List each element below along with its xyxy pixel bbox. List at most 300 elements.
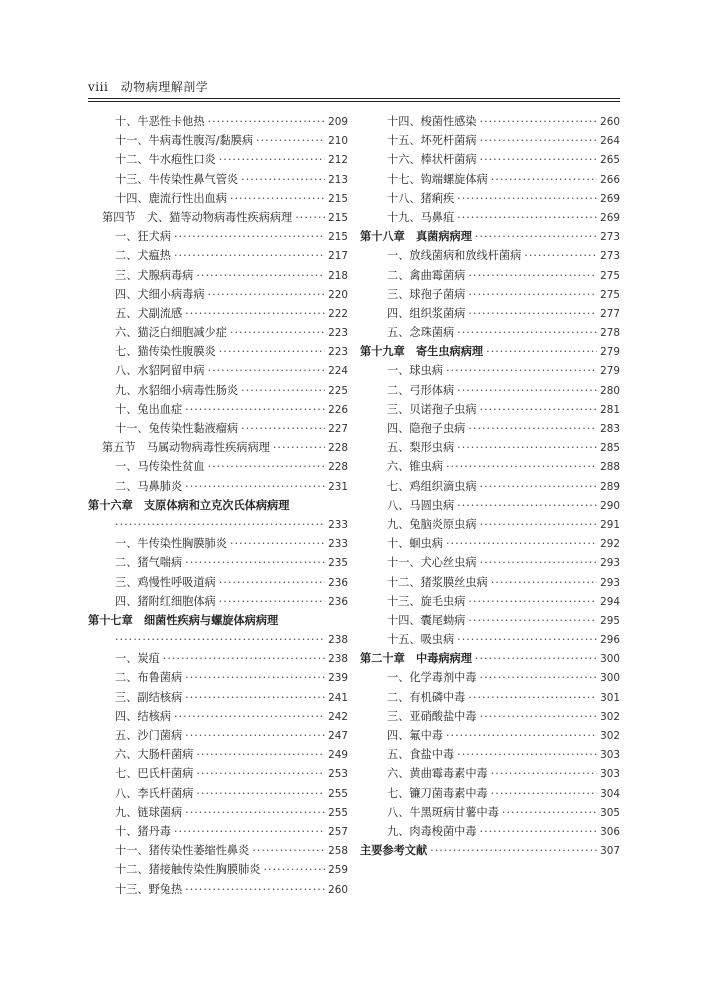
toc-entry-title: 十四、鹿流行性出血病: [115, 191, 227, 205]
toc-entry[interactable]: [360, 477, 620, 496]
leader-dots: [468, 688, 597, 707]
leader-dots: [115, 515, 325, 534]
leader-dots: [208, 112, 326, 131]
leader-dots: [219, 342, 325, 361]
toc-page-number: 227: [328, 423, 348, 435]
toc-entry-title: 十二、猪浆膜丝虫病: [387, 575, 488, 589]
running-head: viii 动物病理解剖学: [88, 80, 209, 94]
leader-dots: [185, 688, 325, 707]
toc-chapter-entry[interactable]: [88, 496, 348, 515]
leader-dots: [446, 534, 597, 553]
toc-entry-title: 六、猫泛白细胞减少症: [115, 326, 227, 340]
toc-page-number: 233: [328, 518, 348, 531]
toc-entry-title: 二、弓形体病: [387, 383, 455, 397]
toc-entry[interactable]: [360, 611, 620, 630]
toc-entry[interactable]: [360, 438, 620, 457]
leader-dots: [208, 457, 326, 476]
toc-entry-title: 六、黄曲霉毒素中毒: [387, 767, 488, 781]
toc-chapter-entry[interactable]: [360, 342, 620, 361]
leader-dots: [230, 189, 325, 208]
toc-entry-title: 十一、兔传染性黏液瘤病: [115, 422, 239, 435]
leader-dots: [468, 419, 597, 438]
toc-entry[interactable]: [88, 630, 348, 649]
leader-dots: [174, 246, 325, 265]
header-rule-thick: [88, 98, 620, 99]
toc-page-number: 275: [600, 288, 620, 301]
toc-entry-title: 七、巴氏杆菌病: [115, 767, 194, 781]
toc-entry[interactable]: [88, 342, 348, 361]
toc-page-number: 210: [328, 135, 348, 148]
leader-dots: [163, 649, 325, 668]
page-header: [88, 76, 620, 98]
toc-entry[interactable]: [360, 707, 620, 726]
toc-page-number: 266: [600, 173, 620, 186]
leader-dots: [241, 381, 325, 400]
leader-dots: [468, 304, 597, 323]
toc-entry-title: 十二、牛水疱性口炎: [115, 153, 216, 167]
leader-dots: [457, 630, 597, 649]
leader-dots: [185, 726, 325, 745]
toc-entry[interactable]: [360, 419, 620, 438]
leader-dots: [446, 726, 597, 745]
toc-entry[interactable]: [88, 803, 348, 822]
toc-page-number: 238: [328, 634, 348, 647]
leader-dots: [486, 342, 597, 361]
toc-entry-title: 五、梨形虫病: [387, 441, 455, 455]
toc-entry-title: 十一、犬心丝虫病: [387, 556, 477, 570]
toc-entry[interactable]: [88, 304, 348, 323]
toc-entry[interactable]: [88, 131, 348, 150]
toc-entry[interactable]: [88, 822, 348, 841]
toc-page-number: 293: [600, 576, 620, 589]
toc-entry-title: 三、球孢子菌病: [387, 287, 466, 301]
toc-entry-title: 二、布鲁菌病: [115, 671, 183, 685]
toc-entry-title: 五、犬副流感: [115, 306, 183, 320]
toc-entry[interactable]: [88, 515, 348, 534]
toc-entry[interactable]: [88, 266, 348, 285]
toc-page-number: 213: [328, 173, 348, 186]
toc-entry-title: 十、猪丹毒: [115, 824, 171, 838]
toc-page-number: 281: [600, 403, 620, 416]
leader-dots: [196, 266, 325, 285]
toc-entry[interactable]: [360, 822, 620, 841]
toc-page-number: 260: [600, 116, 620, 128]
toc-entry[interactable]: [360, 361, 620, 380]
toc-entry-title: 第十六章 支原体病和立克次氏体病病理: [88, 498, 290, 512]
toc-entry-title: 三、亚硝酸盐中毒: [387, 709, 477, 723]
leader-dots: [480, 707, 598, 726]
toc-page-number: 235: [328, 557, 348, 570]
leader-dots: [174, 822, 325, 841]
leader-dots: [174, 707, 325, 726]
leader-dots: [457, 323, 597, 342]
toc-page-number: 296: [600, 634, 620, 647]
toc-page-number: 306: [600, 825, 620, 838]
toc-entry[interactable]: [88, 323, 348, 342]
leader-dots: [185, 668, 325, 687]
toc-entry-title: 第十九章 寄生虫病病理: [360, 345, 484, 359]
toc-entry[interactable]: [88, 668, 348, 687]
toc-page-number: 255: [328, 806, 348, 819]
toc-entry-title: 十三、旋毛虫病: [387, 594, 466, 608]
leader-dots: [185, 477, 325, 496]
toc-entry-title: 十二、猪接触传染性胸膜肺炎: [115, 863, 261, 877]
toc-entry-title: 四、隐孢子虫病: [387, 422, 466, 435]
leader-dots: [219, 592, 325, 611]
leader-dots: [457, 438, 597, 457]
toc-page-number: 293: [600, 557, 620, 570]
leader-dots: [185, 304, 325, 323]
toc-page-number: 291: [600, 518, 620, 531]
toc-entry[interactable]: [360, 784, 620, 803]
leader-dots: [475, 227, 597, 246]
toc-entry[interactable]: [360, 515, 620, 534]
toc-entry[interactable]: [360, 745, 620, 764]
toc-entry-title: 九、水貂细小病毒性肠炎: [115, 383, 239, 397]
toc-entry[interactable]: [360, 285, 620, 304]
toc-page-number: 249: [328, 749, 348, 762]
toc-entry-title: 四、犬细小病毒病: [115, 287, 205, 301]
toc-page-number: 215: [328, 231, 348, 244]
toc-page-number: 225: [328, 384, 348, 397]
toc-entry-title: 四、氟中毒: [387, 729, 443, 742]
toc-page-number: 283: [600, 423, 620, 435]
toc-entry[interactable]: [360, 131, 620, 150]
toc-entry[interactable]: [88, 246, 348, 265]
toc-page-number: 241: [328, 691, 348, 704]
leader-dots: [241, 170, 325, 189]
toc-page-number: 278: [600, 327, 620, 340]
leader-dots: [430, 841, 597, 860]
toc-page-number: 295: [600, 614, 620, 627]
toc-entry[interactable]: [360, 726, 620, 745]
leader-dots: [457, 496, 597, 515]
toc-entry[interactable]: [360, 688, 620, 707]
leader-dots: [446, 361, 597, 380]
toc-page-number: 253: [328, 768, 348, 781]
leader-dots: [502, 803, 597, 822]
toc-page-number: 269: [600, 211, 620, 224]
toc-entry-title: 五、沙门菌病: [115, 729, 183, 742]
toc-entry-title: 二、有机磷中毒: [387, 690, 466, 704]
toc-entry[interactable]: [88, 477, 348, 496]
toc-page-number: 209: [328, 116, 348, 128]
toc-page-number: 290: [600, 499, 620, 512]
toc-entry-title: 十、蛔虫病: [387, 537, 443, 551]
leader-dots: [524, 246, 597, 265]
leader-dots: [263, 860, 325, 879]
toc-entry-title: 四、组织浆菌病: [387, 306, 466, 320]
toc-page-number: 294: [600, 595, 620, 608]
toc-entry[interactable]: [360, 668, 620, 687]
leader-dots: [273, 438, 325, 457]
toc-entry-title: 十五、吸虫病: [387, 633, 455, 647]
toc-entry[interactable]: [360, 208, 620, 227]
toc-entry-title: 一、狂犬病: [115, 230, 171, 244]
toc-entry-title: 九、肉毒梭菌中毒: [387, 824, 477, 838]
toc-page-number: 289: [600, 480, 620, 493]
toc-entry-title: 九、兔脑炎原虫病: [387, 517, 477, 531]
toc-chapter-entry[interactable]: [360, 841, 620, 860]
toc-entry[interactable]: [88, 112, 348, 131]
toc-entry-title: 五、念珠菌病: [387, 326, 455, 340]
toc-entry-title: 七、鸡组织滴虫病: [387, 479, 477, 493]
toc-page-number: 285: [600, 442, 620, 455]
toc-entry-title: 四、猪附红细胞体病: [115, 594, 216, 608]
leader-dots: [230, 323, 325, 342]
toc-entry[interactable]: [88, 361, 348, 380]
toc-page-number: 258: [328, 845, 348, 858]
toc-entry[interactable]: [88, 764, 348, 783]
toc-entry[interactable]: [88, 860, 348, 879]
toc-entry[interactable]: [360, 246, 620, 265]
toc-entry[interactable]: [88, 170, 348, 189]
toc-page-number: 307: [600, 845, 620, 858]
toc-entry[interactable]: [360, 304, 620, 323]
toc-entry[interactable]: [360, 323, 620, 342]
leader-dots: [457, 189, 597, 208]
leader-dots: [480, 150, 598, 169]
toc-entry-title: 第四节 犬、猫等动物病毒性疾病病理: [102, 210, 293, 224]
leader-dots: [491, 170, 597, 189]
toc-entry-title: 第十七章 细菌性疾病与螺旋体病病理: [88, 613, 279, 627]
leader-dots: [185, 880, 325, 899]
toc-page-number: 260: [328, 883, 348, 896]
toc-page-number: 292: [600, 538, 620, 551]
leader-dots: [480, 668, 598, 687]
leader-dots: [457, 381, 597, 400]
leader-dots: [468, 266, 597, 285]
toc-entry-title: 二、猪气喘病: [115, 556, 183, 570]
toc-page-number: 273: [600, 250, 620, 263]
toc-page-number: 231: [328, 480, 348, 493]
toc-entry-title: 二、犬瘟热: [115, 249, 171, 263]
toc-entry-title: 三、犬腺病毒病: [115, 268, 194, 282]
toc-entry-title: 八、牛黑斑病甘薯中毒: [387, 805, 499, 819]
toc-entry-title: 十、牛恶性卡他热: [115, 115, 205, 128]
toc-page-number: 223: [328, 327, 348, 340]
toc-entry[interactable]: [88, 419, 348, 438]
toc-page-number: 277: [600, 307, 620, 320]
toc-entry[interactable]: [360, 496, 620, 515]
toc-left-column: [88, 112, 348, 899]
toc-entry[interactable]: [88, 534, 348, 553]
leader-dots: [491, 764, 597, 783]
toc-page-number: 301: [600, 691, 620, 704]
toc-entry[interactable]: [88, 381, 348, 400]
leader-dots: [468, 611, 597, 630]
toc-entry[interactable]: [360, 381, 620, 400]
toc-entry-title: 十四、梭菌性感染: [387, 115, 477, 128]
leader-dots: [252, 841, 325, 860]
toc-page-number: 220: [328, 288, 348, 301]
toc-entry[interactable]: [88, 400, 348, 419]
leader-dots: [115, 630, 325, 649]
leader-dots: [295, 208, 325, 227]
toc-page-number: 238: [328, 653, 348, 666]
toc-entry-title: 十九、马鼻疽: [387, 210, 455, 224]
toc-entry[interactable]: [360, 553, 620, 572]
toc-entry-title: 十三、牛传染性鼻气管炎: [115, 172, 239, 186]
leader-dots: [457, 208, 597, 227]
toc-entry[interactable]: [360, 112, 620, 131]
leader-dots: [230, 534, 325, 553]
toc-entry-title: 二、马鼻肺炎: [115, 479, 183, 493]
toc-entry-title: 一、马传染性贫血: [115, 460, 205, 474]
toc-page-number: 239: [328, 672, 348, 685]
toc-page-number: 215: [328, 192, 348, 205]
toc-entry-title: 三、鸡慢性呼吸道病: [115, 575, 216, 589]
leader-dots: [480, 112, 598, 131]
toc-entry[interactable]: [88, 227, 348, 246]
toc-page-number: 264: [600, 135, 620, 148]
toc-page-number: 217: [328, 250, 348, 263]
leader-dots: [480, 515, 598, 534]
toc-entry[interactable]: [360, 803, 620, 822]
toc-entry[interactable]: [360, 150, 620, 169]
toc-entry[interactable]: [88, 553, 348, 572]
toc-entry[interactable]: [360, 592, 620, 611]
toc-entry[interactable]: [360, 764, 620, 783]
toc-entry[interactable]: [88, 745, 348, 764]
toc-page-number: 302: [600, 710, 620, 723]
toc-page-number: 279: [600, 346, 620, 359]
toc-page-number: 302: [600, 730, 620, 742]
toc-page-number: 233: [328, 538, 348, 551]
toc-chapter-entry[interactable]: [88, 611, 348, 630]
toc-entry[interactable]: [360, 400, 620, 419]
leader-dots: [208, 285, 326, 304]
leader-dots: [457, 745, 597, 764]
header-rule-thin: [88, 101, 620, 102]
toc-entry-title: 十八、猪痢疾: [387, 191, 455, 205]
toc-entry[interactable]: [360, 534, 620, 553]
toc-chapter-entry[interactable]: [360, 227, 620, 246]
toc-entry[interactable]: [360, 266, 620, 285]
toc-entry[interactable]: [88, 189, 348, 208]
toc-entry-title: 十六、棒状杆菌病: [387, 153, 477, 167]
leader-dots: [196, 764, 325, 783]
toc-page-number: 218: [328, 269, 348, 282]
toc-entry-title: 五、食盐中毒: [387, 748, 455, 762]
toc-page-number: 303: [600, 749, 620, 762]
toc-entry-title: 一、球虫病: [387, 364, 443, 378]
toc-entry[interactable]: [88, 438, 348, 457]
leader-dots: [446, 457, 597, 476]
toc-page-number: 288: [600, 461, 620, 474]
toc-entry[interactable]: [88, 573, 348, 592]
toc-entry-title: 一、放线菌病和放线杆菌病: [387, 249, 522, 263]
toc-entry-title: 四、结核病: [115, 709, 171, 723]
toc-page-number: 300: [600, 653, 620, 666]
toc-page-number: 279: [600, 365, 620, 378]
leader-dots: [208, 361, 326, 380]
toc-entry-title: 八、李氏杆菌病: [115, 786, 194, 800]
toc-entry-title: 六、大肠杆菌病: [115, 748, 194, 762]
leader-dots: [196, 745, 325, 764]
toc-entry-title: 三、副结核病: [115, 690, 183, 704]
toc-entry[interactable]: [88, 457, 348, 476]
toc-chapter-entry[interactable]: [360, 649, 620, 668]
toc-page-number: 300: [600, 672, 620, 685]
toc-entry[interactable]: [88, 649, 348, 668]
toc-page-number: 236: [328, 576, 348, 589]
toc-page-number: 280: [600, 384, 620, 397]
leader-dots: [468, 285, 597, 304]
toc-entry-title: 一、牛传染性胸膜肺炎: [115, 537, 227, 551]
toc-entry-title: 十、兔出血症: [115, 402, 183, 416]
toc-page-number: 265: [600, 154, 620, 167]
toc-page-number: 305: [600, 806, 620, 819]
leader-dots: [475, 649, 597, 668]
toc-entry-title: 二、禽曲霉菌病: [387, 268, 466, 282]
leader-dots: [185, 803, 325, 822]
leader-dots: [219, 150, 325, 169]
toc-entry-title: 七、镰刀菌毒素中毒: [387, 786, 488, 800]
toc-entry-title: 六、锥虫病: [387, 460, 443, 474]
toc-entry-title: 十一、猪传染性萎缩性鼻炎: [115, 844, 250, 858]
toc-page-number: 257: [328, 825, 348, 838]
toc-entry[interactable]: [88, 707, 348, 726]
toc-entry[interactable]: [88, 726, 348, 745]
leader-dots: [480, 553, 598, 572]
toc-entry[interactable]: [360, 573, 620, 592]
toc-entry-title: 十四、囊尾蚴病: [387, 613, 466, 627]
leader-dots: [174, 227, 325, 246]
toc-entry-title: 八、马圆虫病: [387, 498, 455, 512]
toc-entry[interactable]: [88, 208, 348, 227]
toc-page-number: 215: [328, 211, 348, 224]
toc-page-number: 273: [600, 231, 620, 244]
toc-entry-title: 一、化学毒剂中毒: [387, 671, 477, 685]
toc-entry[interactable]: [360, 189, 620, 208]
toc-entry[interactable]: [88, 688, 348, 707]
toc-entry-title: 七、猫传染性腹膜炎: [115, 345, 216, 359]
leader-dots: [480, 400, 598, 419]
toc-entry-title: 第十八章 真菌病病理: [360, 230, 472, 244]
toc-entry[interactable]: [88, 150, 348, 169]
toc-page-number: 275: [600, 269, 620, 282]
toc-right-column: [360, 112, 620, 860]
toc-page-number: 259: [328, 864, 348, 877]
toc-entry[interactable]: [88, 285, 348, 304]
toc-entry[interactable]: [360, 170, 620, 189]
leader-dots: [491, 784, 597, 803]
toc-page-number: 242: [328, 710, 348, 723]
leader-dots: [468, 592, 597, 611]
toc-entry[interactable]: [88, 880, 348, 899]
toc-entry-title: 九、链球菌病: [115, 805, 183, 819]
toc-page-number: 304: [600, 787, 620, 800]
leader-dots: [256, 131, 325, 150]
toc-page-number: 236: [328, 595, 348, 608]
toc-page-number: 269: [600, 192, 620, 205]
leader-dots: [185, 553, 325, 572]
toc-entry-title: 十五、坏死杆菌病: [387, 134, 477, 148]
leader-dots: [241, 419, 325, 438]
leader-dots: [185, 400, 325, 419]
leader-dots: [480, 131, 598, 150]
toc-entry[interactable]: [360, 630, 620, 649]
toc-page-number: 255: [328, 787, 348, 800]
toc-entry[interactable]: [88, 592, 348, 611]
leader-dots: [480, 477, 598, 496]
toc-entry-title: 一、炭疽: [115, 652, 160, 666]
toc-entry[interactable]: [360, 457, 620, 476]
toc-page-number: 224: [328, 365, 348, 378]
toc-entry[interactable]: [88, 841, 348, 860]
toc-entry[interactable]: [88, 784, 348, 803]
